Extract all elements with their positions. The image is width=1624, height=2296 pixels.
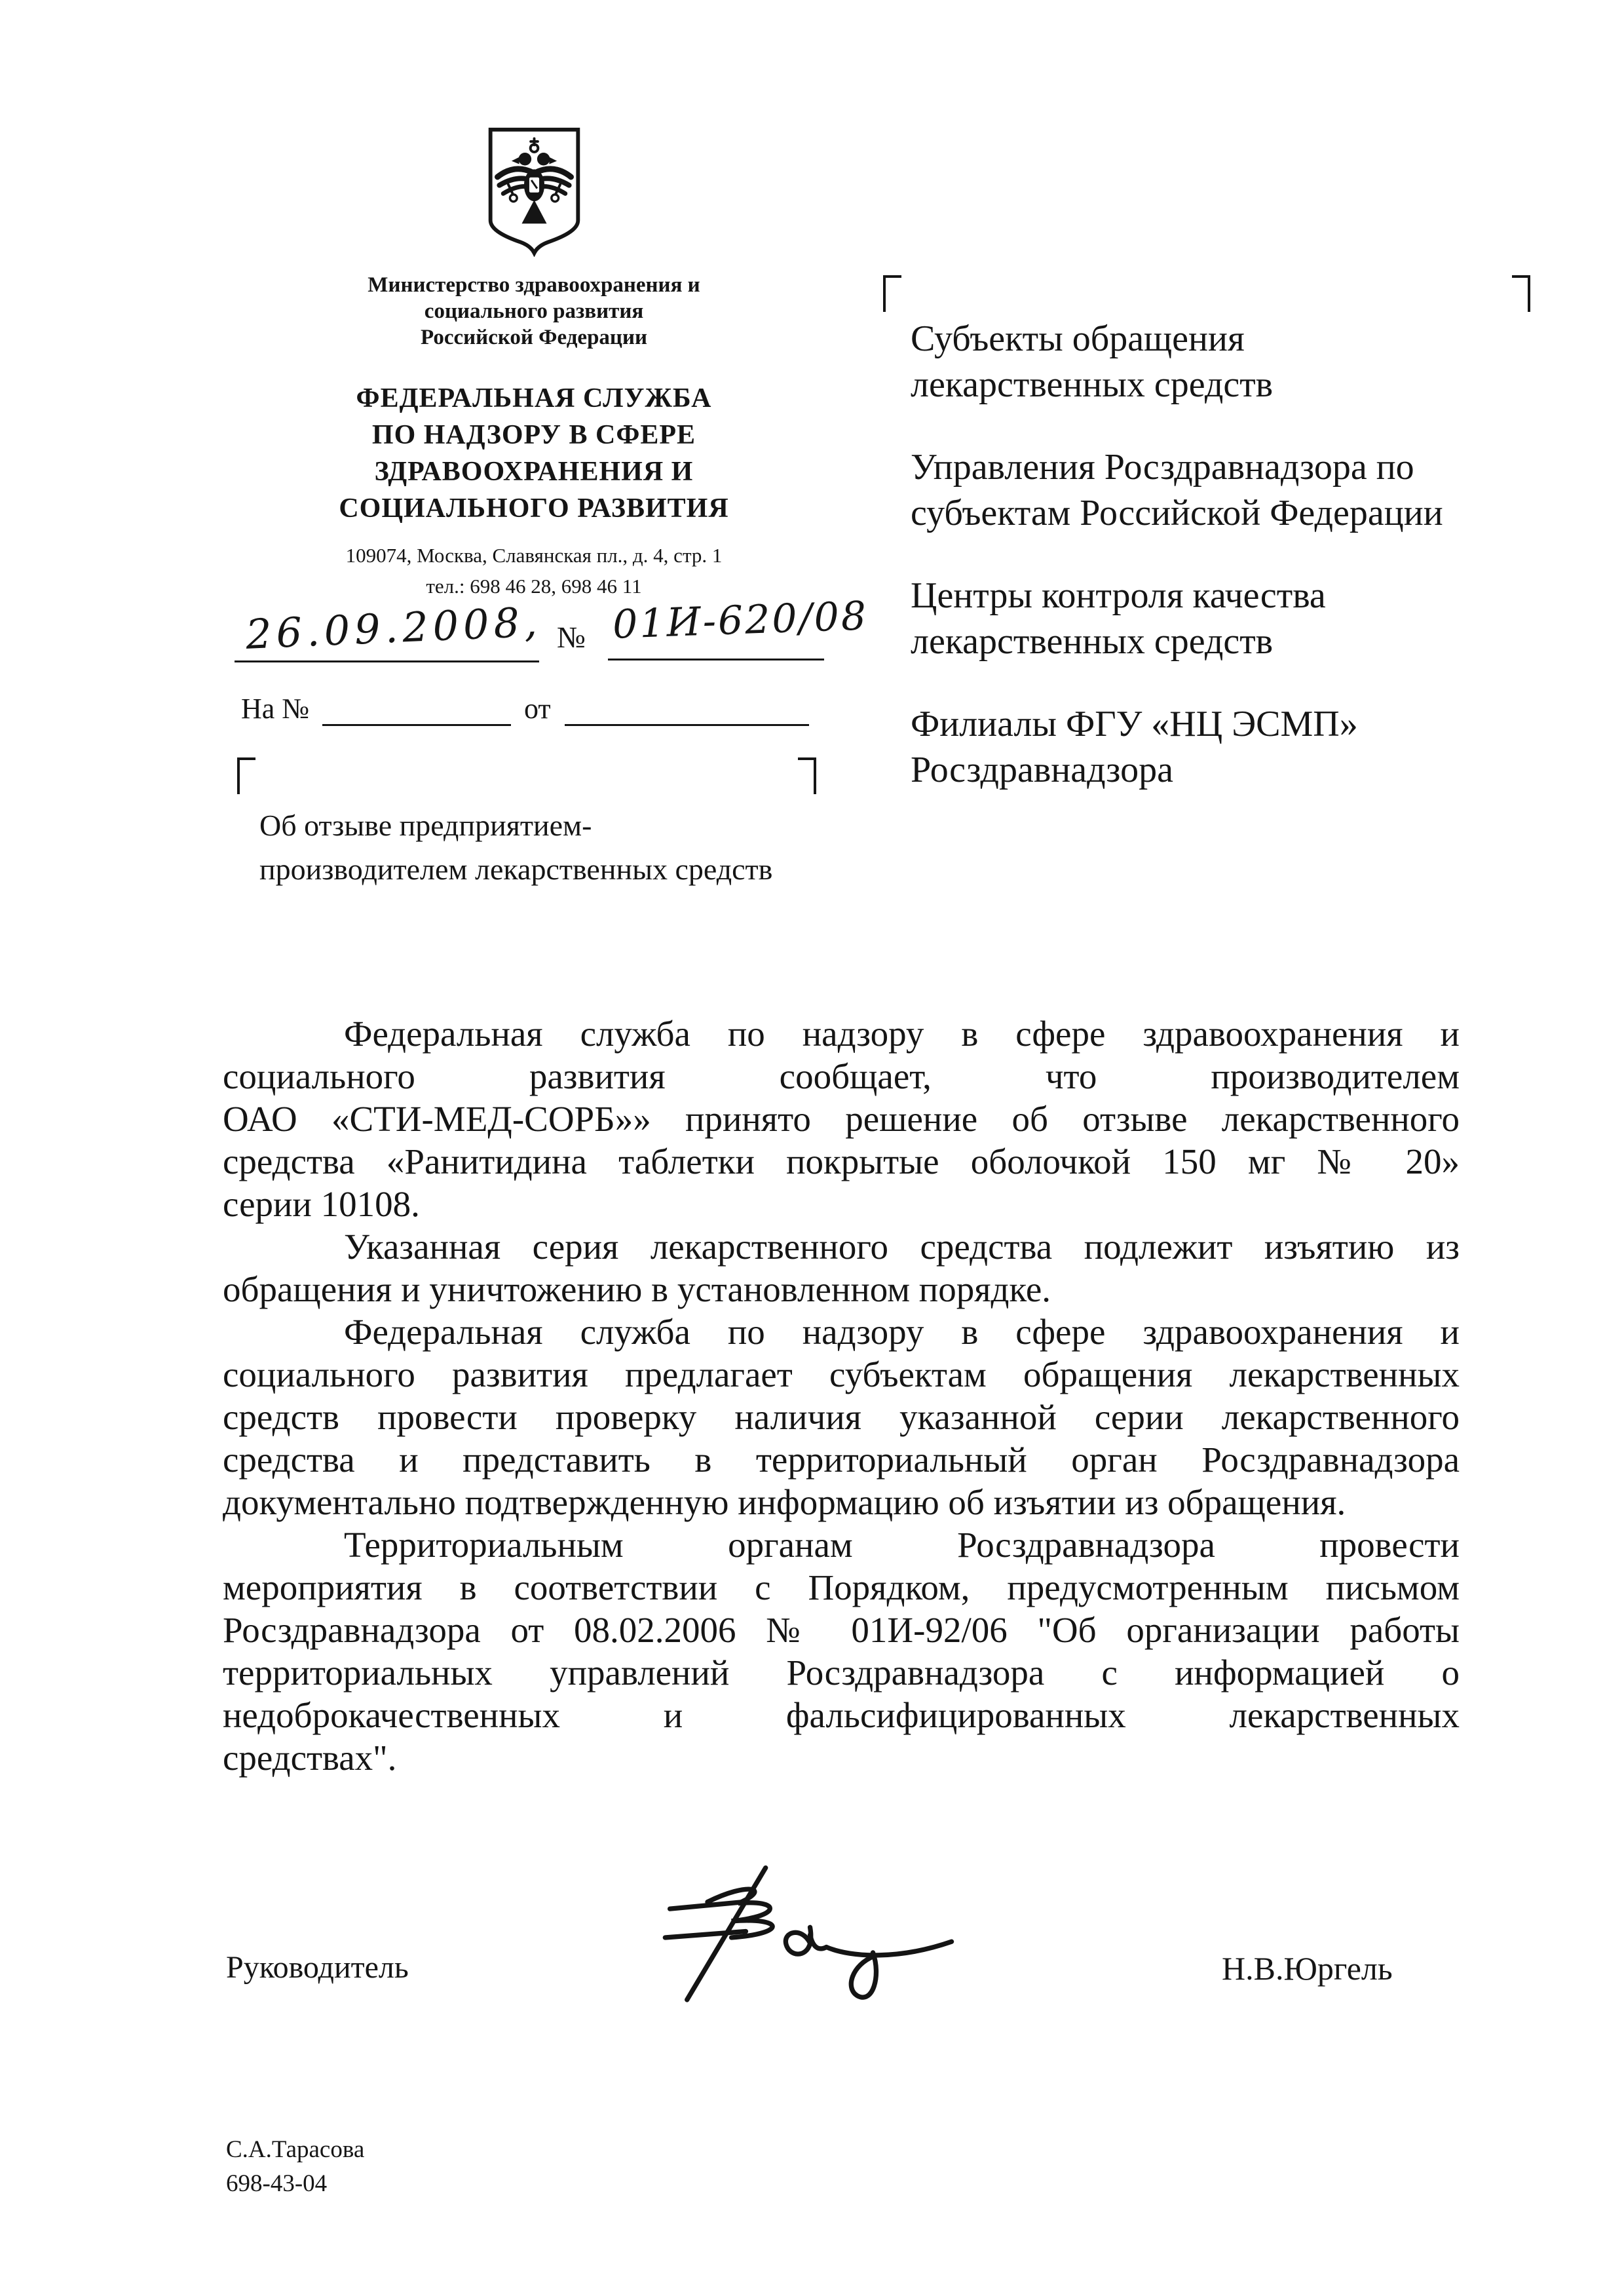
agency-address-block [216,540,852,602]
ministry-line: Российской Федерации [421,326,647,349]
body-line: ОАО «СТИ-МЕД-СОРБ»» принято решение об отзыве лекарственного [223,1099,1460,1139]
reply-date-blank [565,724,809,726]
executor-block [226,2133,364,2201]
body-line: Росздравнадзора от 08.02.2006 № 01И-92/06 "Об организации работы [223,1610,1460,1650]
russian-coat-of-arms-icon [480,126,588,257]
date-underline [235,660,539,662]
agency-name-line: СОЦИАЛЬНОГО РАЗВИТИЯ [339,493,729,524]
body-line: обращения и уничтожению в установленном порядке. [223,1269,1051,1309]
signature-scribble [603,1860,970,2017]
subject-corner-mark-left [237,757,255,794]
agency-address: 109074, Москва, Славянская пл., д. 4, стр. 1 [345,544,723,567]
body-line: Федеральная служба по надзору в сфере здравоохранения и [344,1312,1460,1352]
agency-name-line: ЗДРАВООХРАНЕНИЯ И [374,457,694,487]
body-line: социального развития сообщает, что производителем [223,1056,1460,1096]
agency-phone: тел.: 698 46 28, 698 46 11 [426,575,642,598]
body-line: документально подтвержденную информацию об изъятии из обращения. [223,1482,1346,1522]
body-line: мероприятия в соответствии с Порядком, предусмотренным письмом [223,1567,1460,1607]
addressee-line: Центры контроля качества [911,575,1326,616]
body-line: Федеральная служба по надзору в сфере здравоохранения и [344,1014,1460,1054]
addressee-line: Управления Росздравнадзора по [911,447,1414,488]
addressee-line: Субъекты обращения [911,318,1245,359]
body-line: территориальных управлений Росздравнадзора с информацией о [223,1653,1460,1693]
addressee-line: лекарственных средств [911,621,1274,662]
addressee-line: лекарственных средств [911,364,1274,405]
paragraph [223,1523,1460,1779]
letter-body [223,1012,1460,1779]
body-line: недоброкачественных и фальсифицированных лекарственных [223,1695,1460,1735]
addressee-list [911,316,1549,830]
body-line: средства и представить в территориальный орган Росздравнадзора [223,1440,1460,1480]
body-line: средствах". [223,1738,397,1778]
addressee-line: Росздравнадзора [911,750,1173,790]
addressee [911,573,1549,664]
subject-line: производителем лекарственных средств [259,852,773,886]
subject-line: Об отзыве предприятием- [259,809,592,842]
handwritten-outgoing-number: 01И-620/08 [611,593,869,648]
reply-number-blank [322,724,511,726]
body-line: социального развития предлагает субъектам обращения лекарственных [223,1354,1460,1394]
agency-name-line: ПО НАДЗОРУ В СФЕРЕ [371,420,696,450]
paragraph [223,1225,1460,1311]
body-line: Указанная серия лекарственного средства подлежит изъятию из [344,1227,1460,1267]
signer-name: Н.В.Юргель [1222,1950,1393,1987]
agency-name-line: ФЕДЕРАЛЬНАЯ СЛУЖБА [356,383,712,413]
number-underline [608,659,824,660]
addressee [911,444,1549,536]
subject-block [259,803,862,891]
addressee-line: Филиалы ФГУ «НЦ ЭСМП» [911,704,1358,744]
executor-phone: 698-43-04 [226,2170,328,2197]
reply-number-label: На № [241,693,310,725]
signer-title: Руководитель [226,1950,409,1985]
agency-name [216,380,852,527]
reply-date-label: от [524,693,551,725]
ministry-line: социального развития [424,299,644,323]
body-line: средства «Ранитидина таблетки покрытые оболочкой 150 мг № 20» [223,1141,1460,1181]
ministry-line: Министерство здравоохранения и [368,273,700,297]
addressee-line: субъектам Российской Федерации [911,493,1443,533]
handwritten-date: 26.09.2008, [244,598,543,659]
paragraph [223,1311,1460,1523]
ministry-name [216,272,852,351]
number-sign: № [557,621,586,654]
addressee [911,316,1549,408]
body-line: серии 10108. [223,1184,420,1224]
executor-name: С.А.Тарасова [226,2136,365,2163]
addressee-corner-mark-right [1512,275,1530,312]
subject-corner-mark-right [798,757,816,794]
addressee [911,701,1549,793]
body-line: Территориальным органам Росздравнадзора провести [344,1525,1460,1565]
paragraph [223,1012,1460,1225]
body-line: средств провести проверку наличия указанной серии лекарственного [223,1397,1460,1437]
addressee-corner-mark-left [883,275,901,312]
